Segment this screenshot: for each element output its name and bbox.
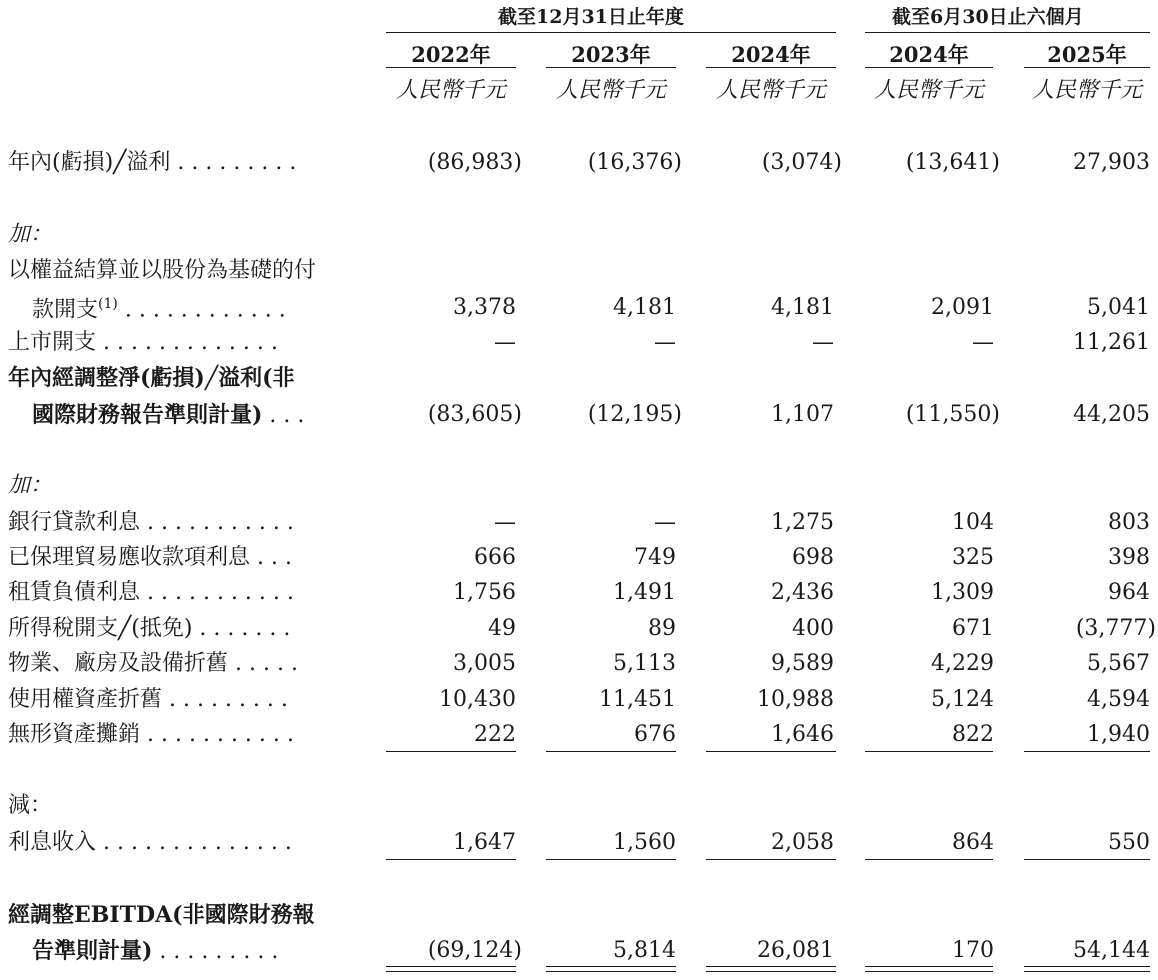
value-cell: (3,777) [1075,616,1156,641]
value-cell: 1,107 [771,402,834,427]
value-cell: 325 [952,545,994,570]
year-header-2024: 2024年 [731,42,811,67]
value-cell: 1,647 [453,830,516,855]
value-cell: 964 [1108,580,1150,605]
column-group-header-annual: 截至12月31日止年度 [498,6,684,28]
value-cell: (13,641) [905,150,1000,175]
value-cell: 5,124 [931,687,994,712]
subtotal-rule [1024,859,1150,860]
value-cell: 104 [952,510,994,535]
currency-unit: 人民幣千元 [555,78,666,103]
value-cell: 4,229 [931,651,994,676]
value-cell: 4,594 [1087,687,1150,712]
value-cell: (16,376) [587,150,682,175]
column-group-rule-interim [865,32,1150,33]
row-label-amortisation: 無形資產攤銷 . . . . . . . . . . . [8,722,294,747]
year-rule [865,67,993,68]
row-label-share-based: 以權益結算並以股份為基礎的付 [8,258,317,283]
currency-unit: 人民幣千元 [395,78,506,103]
row-label-factored-receivables-interest: 已保理貿易應收款項利息 . . . [8,545,292,570]
year-rule [386,67,516,68]
value-cell: 5,814 [613,938,676,963]
value-cell: 11,451 [599,687,676,712]
value-cell: 1,491 [613,580,676,605]
row-label-adjusted-ebitda-cont: 告準則計量) . . . . . . . . . [32,938,279,964]
value-cell: 1,275 [771,510,834,535]
value-cell: — [654,510,676,535]
value-cell: 698 [792,545,834,570]
value-cell: 49 [488,616,516,641]
total-double-rule [1024,966,1150,972]
row-label-adjusted-net: 年內經調整淨(虧損)╱溢利(非 [8,365,295,391]
value-cell: 1,309 [931,580,994,605]
value-cell: (11,550) [905,402,1000,427]
row-label-adjusted-ebitda: 經調整EBITDA(非國際財務報 [8,902,315,928]
value-cell: 550 [1108,830,1150,855]
value-cell: 4,181 [613,295,676,320]
value-cell: 400 [792,616,834,641]
value-cell: 54,144 [1073,938,1150,963]
value-cell: 27,903 [1073,150,1150,175]
value-cell: 26,081 [757,938,834,963]
value-cell: 89 [648,616,676,641]
subtotal-rule [546,859,676,860]
value-cell: 4,181 [771,295,834,320]
value-cell: 5,041 [1087,295,1150,320]
year-rule [546,67,676,68]
year-header-2022: 2022年 [411,42,491,67]
year-rule [706,67,836,68]
currency-unit: 人民幣千元 [715,78,826,103]
value-cell: 1,756 [453,580,516,605]
row-label-rou-depreciation: 使用權資產折舊 . . . . . . . . . [8,687,288,712]
value-cell: — [972,330,994,355]
year-header-2024-interim: 2024年 [889,42,969,67]
subtotal-rule [865,859,993,860]
value-cell: 666 [474,545,516,570]
year-header-2023: 2023年 [571,42,651,67]
year-header-2025-interim: 2025年 [1047,42,1127,67]
row-label-adjusted-net-cont: 國際財務報告準則計量) . . . [32,402,305,428]
footnote-ref: (1) [98,296,118,312]
value-cell: — [654,330,676,355]
column-group-rule-annual [386,32,836,33]
section-add-label: 加： [8,222,53,247]
subtotal-rule [706,859,836,860]
value-cell: 1,940 [1087,722,1150,747]
value-cell: 3,005 [453,651,516,676]
value-cell: 9,589 [771,651,834,676]
value-cell: — [812,330,834,355]
value-cell: 11,261 [1073,330,1150,355]
value-cell: 1,560 [613,830,676,855]
row-label-interest-income: 利息收入 . . . . . . . . . . . . . . [8,830,292,855]
subtotal-rule [546,751,676,752]
row-label-listing-expense: 上市開支 . . . . . . . . . . . . . [8,330,278,355]
value-cell: 5,113 [613,651,676,676]
value-cell: 398 [1108,545,1150,570]
total-double-rule [865,966,993,972]
section-less-label: 減： [8,793,53,818]
value-cell: (12,195) [587,402,682,427]
value-cell: 749 [634,545,676,570]
total-double-rule [386,966,516,972]
value-cell: 2,091 [931,295,994,320]
value-cell: (83,605) [427,402,522,427]
value-cell: (86,983) [427,150,522,175]
value-cell: 671 [952,616,994,641]
row-label-loss-profit: 年內(虧損)╱溢利 . . . . . . . . . [8,150,297,175]
subtotal-rule [1024,751,1150,752]
section-add-label: 加： [8,473,53,498]
value-cell: 10,430 [439,687,516,712]
value-cell: — [494,510,516,535]
value-cell: (3,074) [761,150,842,175]
value-cell: 3,378 [453,295,516,320]
row-label-income-tax: 所得稅開支╱(抵免) . . . . . . . [8,616,291,641]
column-group-header-interim: 截至6月30日止六個月 [892,6,1084,28]
value-cell: 44,205 [1073,402,1150,427]
value-cell: — [494,330,516,355]
value-cell: 864 [952,830,994,855]
value-cell: 222 [474,722,516,747]
value-cell: 822 [952,722,994,747]
value-cell: 676 [634,722,676,747]
total-double-rule [706,966,836,972]
currency-unit: 人民幣千元 [1031,78,1142,103]
subtotal-rule [386,859,516,860]
value-cell: 2,058 [771,830,834,855]
subtotal-rule [865,751,993,752]
value-cell: (69,124) [427,938,522,963]
row-label-bank-interest: 銀行貸款利息 . . . . . . . . . . . [8,510,294,535]
value-cell: 1,646 [771,722,834,747]
value-cell: 2,436 [771,580,834,605]
row-label-share-based-cont: 款開支$^{(1)}$ . . . . . . . . . . . . [32,296,286,323]
subtotal-rule [386,751,516,752]
year-rule [1024,67,1150,68]
row-label-lease-interest: 租賃負債利息 . . . . . . . . . . . [8,580,294,605]
value-cell: 10,988 [757,687,834,712]
value-cell: 170 [952,938,994,963]
subtotal-rule [706,751,836,752]
row-label-ppe-depreciation: 物業、廠房及設備折舊 . . . . . [8,651,298,676]
value-cell: 5,567 [1087,651,1150,676]
currency-unit: 人民幣千元 [873,78,984,103]
value-cell: 803 [1108,510,1150,535]
total-double-rule [546,966,676,972]
